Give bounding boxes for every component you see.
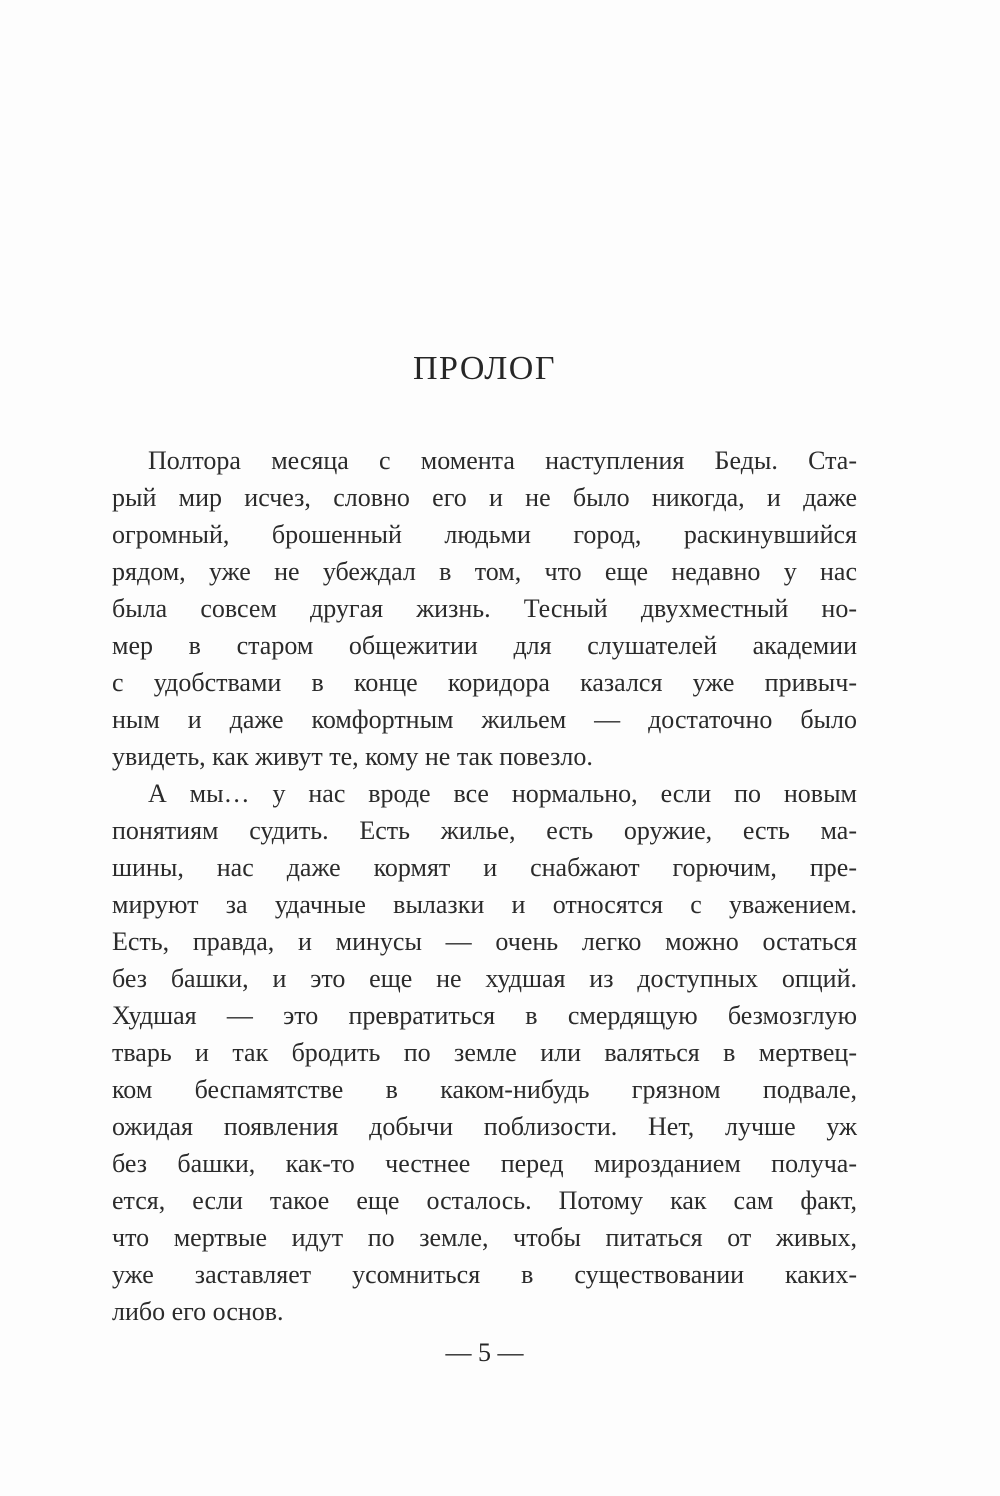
text-line: ным и даже комфортным жильем — достаточно было: [112, 705, 857, 734]
text-line: рый мир исчез, словно его и не было никогда, и даже: [112, 483, 857, 512]
text-line: мируют за удачные вылазки и относятся с уважением.: [112, 890, 857, 919]
text-line: рядом, уже не убеждал в том, что еще недавно у нас: [112, 557, 857, 586]
text-line: либо его основ.: [112, 1297, 284, 1326]
text-line: Полтора месяца с момента наступления Беды. Ста-: [148, 446, 857, 475]
text-line: ком беспамятстве в каком-нибудь грязном подвале,: [112, 1075, 857, 1104]
text-line: была совсем другая жизнь. Тесный двухместный но-: [112, 594, 857, 623]
text-line: понятиям судить. Есть жилье, есть оружие, есть ма-: [112, 816, 857, 845]
text-line: огромный, брошенный людьми город, раскинувшийся: [112, 520, 857, 549]
text-line: Худшая — это превратиться в смердящую безмозглую: [112, 1001, 857, 1030]
text-line: шины, нас даже кормят и снабжают горючим, пре-: [112, 853, 857, 882]
text-line: без башки, и это еще не худшая из доступных опций.: [112, 964, 857, 993]
chapter-title: ПРОЛОГ: [412, 350, 556, 387]
text-line: без башки, как-то честнее перед мирозданием получа-: [112, 1149, 857, 1178]
text-line: ожидая появления добычи поблизости. Нет, лучше уж: [112, 1112, 857, 1141]
text-line: ется, если такое еще осталось. Потому как сам факт,: [112, 1186, 857, 1215]
text-line: тварь и так бродить по земле или валяться в мертвец-: [112, 1038, 857, 1067]
page-number: — 5 —: [445, 1338, 524, 1367]
paragraph: [112, 442, 857, 775]
text-line: что мертвые идут по земле, чтобы питаться от живых,: [112, 1223, 857, 1252]
text-line: увидеть, как живут те, кому не так повезло.: [112, 742, 593, 771]
text-line: уже заставляет усомниться в существовании каких-: [112, 1260, 857, 1289]
text-line: мер в старом общежитии для слушателей академии: [112, 631, 857, 660]
text-line: с удобствами в конце коридора казался уже привыч-: [112, 668, 857, 697]
text-block: [112, 442, 857, 1330]
text-line: Есть, правда, и минусы — очень легко можно остаться: [112, 927, 857, 956]
paragraph: [112, 775, 857, 1330]
text-line: А мы… у нас вроде все нормально, если по новым: [148, 779, 857, 808]
